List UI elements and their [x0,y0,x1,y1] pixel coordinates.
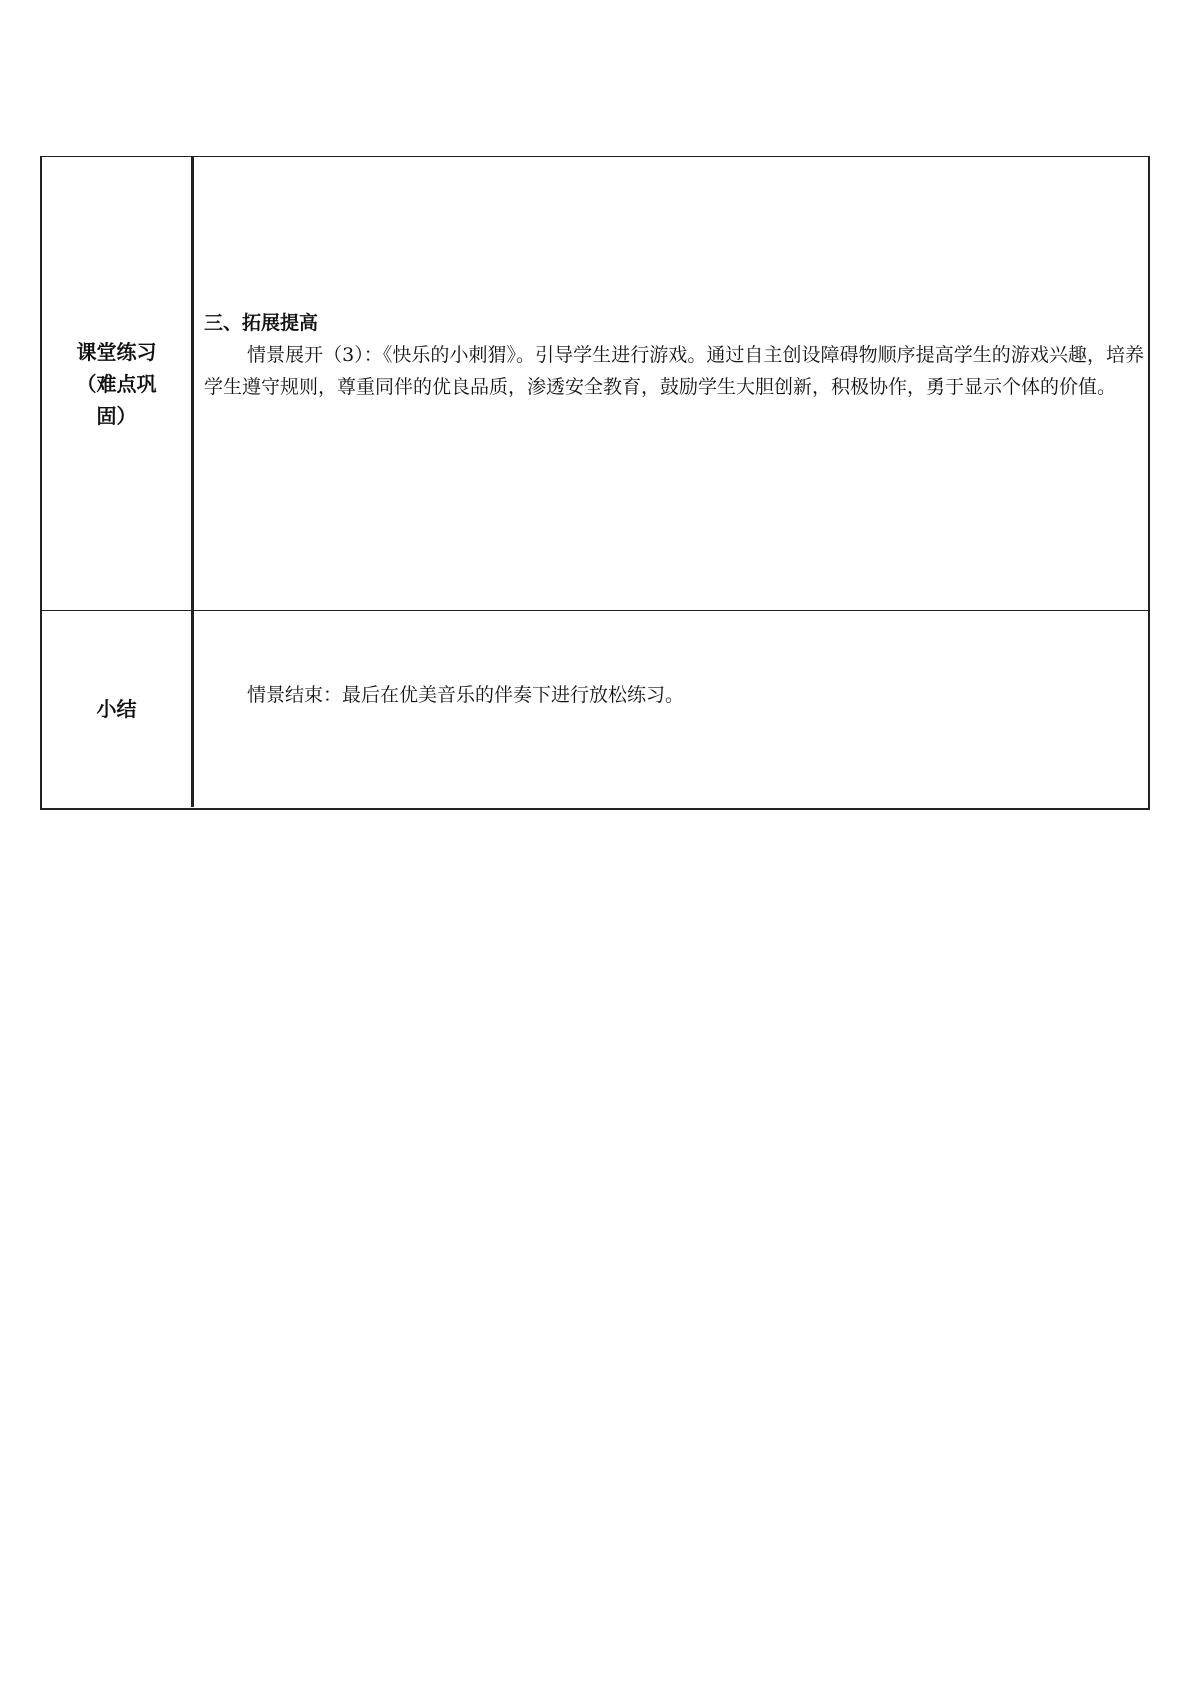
row-content-cell [194,157,1148,610]
row-label-cell [42,611,194,807]
row-label-summary: 小结 [96,697,137,721]
row-content-cell [194,611,1148,807]
label-line: （难点巩 [76,371,157,396]
label-line: 课堂练习 [76,339,157,364]
summary-paragraph: 情景结束：最后在优美音乐的伴奏下进行放松练习。 [247,684,685,706]
table-row-practice [42,157,1148,611]
section-title: 三、拓展提高 [204,312,319,334]
row-label-cell [42,157,194,610]
table-row-summary [42,611,1148,807]
lesson-plan-table [40,156,1150,810]
label-line: 固） [96,403,137,428]
row-label-practice [62,336,172,432]
practice-paragraph: 情景展开（3）：《快乐的小刺猬》。引导学生进行游戏。通过自主创设障碍物顺序提高学生的游戏兴趣，培养学生遵守规则，尊重同伴的优良品质，渗透安全教育，鼓励学生大胆创新，积极协作，勇于显示个体的价值。 [204,344,1144,398]
